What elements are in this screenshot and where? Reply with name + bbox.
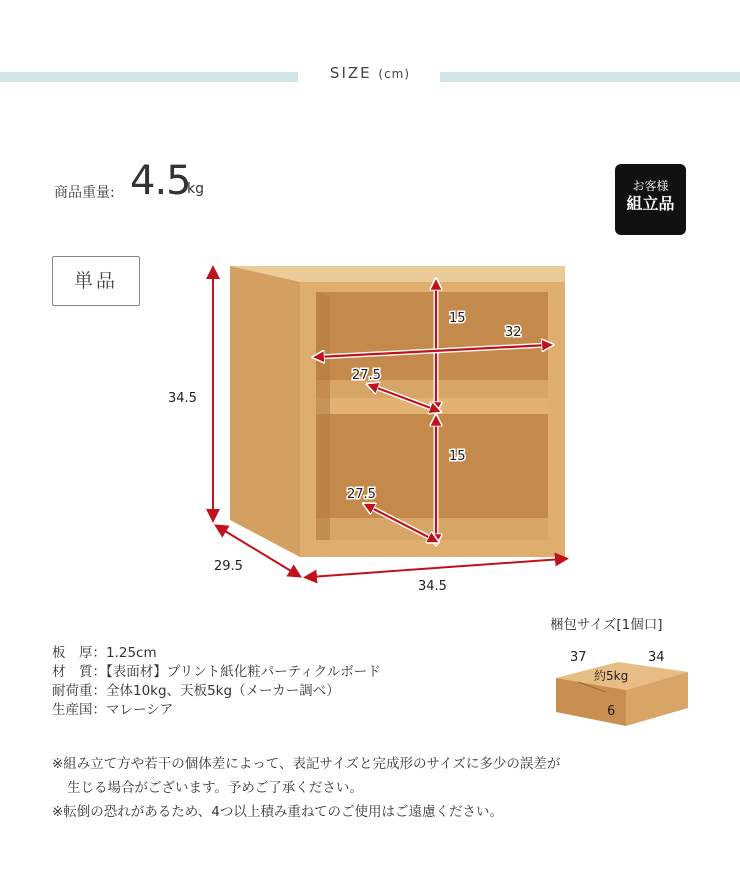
package-size-title: 梱包サイズ[1個口] [550, 617, 663, 633]
spec-row: 耐荷重：全体10kg、天板5kg（メーカー調べ） [52, 683, 340, 699]
spec-row: 板 厚：1.25cm [52, 645, 157, 661]
spec-row: 材 質：【表面材】プリント紙化粧パーティクルボード [52, 664, 381, 680]
height-label: 34.5 [168, 391, 197, 406]
lower-height-label: 15 [449, 449, 466, 464]
spec-value: マレーシア [106, 702, 174, 718]
weight-value: 4.5 [130, 158, 191, 204]
weight-unit: kg [187, 181, 204, 197]
section-title-unit: (cm) [378, 67, 411, 81]
lower-depth-label: 27.5 [347, 487, 376, 502]
package-width: 37 [570, 650, 587, 665]
cabinet [230, 266, 565, 557]
spec-list [52, 644, 381, 720]
package-box-icon [548, 640, 698, 730]
spec-row: 生産国：マレーシア [52, 702, 174, 718]
note-line: 生じる場合がございます。予めご了承ください。 [67, 780, 363, 796]
upper-height-label: 15 [449, 311, 466, 326]
assembly-badge-line2: 組立品 [626, 194, 675, 213]
spec-label: 板 厚 [52, 645, 93, 661]
assembly-badge-line1: お客様 [632, 179, 669, 193]
width-label: 34.5 [418, 579, 447, 594]
upper-depth-label: 27.5 [352, 368, 381, 383]
depth-label: 29.5 [214, 559, 243, 574]
spec-value: 【表面材】プリント紙化粧パーティクルボード [106, 664, 381, 680]
package-weight: 約5kg [594, 669, 629, 683]
package-height: 6 [607, 704, 616, 719]
spec-label: 耐荷重 [52, 683, 93, 699]
section-title-text: SIZE [329, 64, 372, 82]
spec-label: 材 質 [52, 664, 93, 680]
spec-value: 1.25cm [106, 645, 157, 661]
width-arrow [310, 559, 562, 577]
note-line: ※組み立て方や若干の個体差によって、表記サイズと完成形のサイズに多少の誤差が [52, 756, 561, 772]
notes [52, 752, 560, 824]
spec-value: 全体10kg、天板5kg（メーカー調べ） [106, 683, 340, 699]
inner-width-label: 32 [505, 325, 522, 340]
note-line: ※転倒の恐れがあるため、4つ以上積み重ねてのご使用はご遠慮ください。 [52, 804, 504, 820]
spec-label: 生産国 [52, 702, 93, 718]
single-item-tag: 単品 [52, 256, 140, 306]
package-depth: 34 [648, 650, 665, 665]
weight-label: 商品重量: [54, 185, 115, 201]
